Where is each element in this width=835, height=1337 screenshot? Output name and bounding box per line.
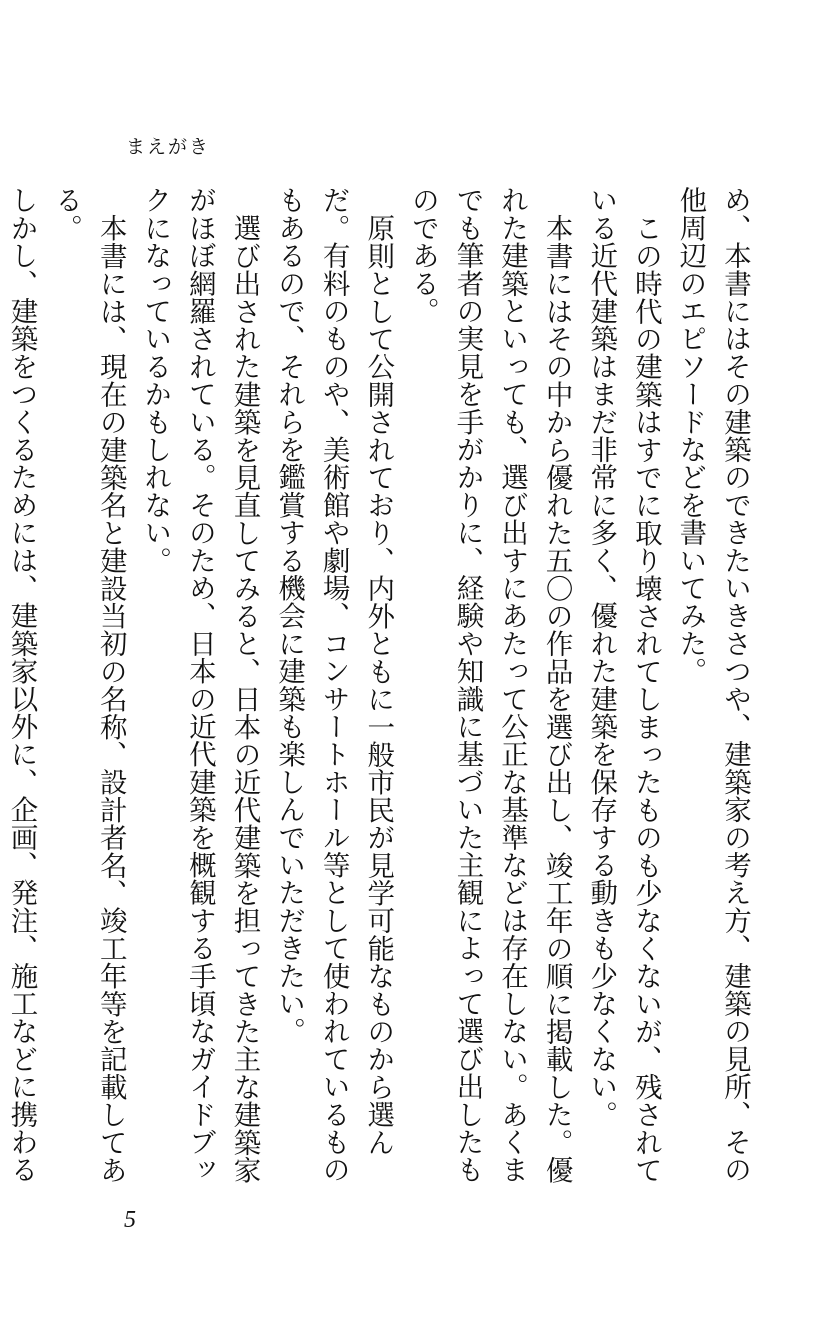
paragraph-5: 選び出された建築を見直してみると、日本の近代建築を担ってきた主な建築家がほぼ網羅されている。そのため、日本の近代建築を概観する手頃なガイドブックになっているかもしれない。: [139, 186, 261, 1184]
paragraph-7: しかし、建築をつくるためには、建築家以外に、企画、発注、施工などに携わる: [5, 186, 38, 1184]
paragraph-1: め、本書にはその建築のできたいきさつや、建築家の考え方、建築の見所、その他周辺のエピソードなどを書いてみた。: [674, 186, 751, 1184]
paragraph-3: 本書にはその中から優れた五〇の作品を選び出し、竣工年の順に掲載した。優れた建築といっても、選び出すにあたって公正な基準などは存在しない。あくまでも筆者の実見を手がかりに、経験や知識に基づいた主観によって選び出したものである。: [406, 186, 573, 1184]
page-number: 5: [124, 1207, 136, 1233]
paragraph-2: この時代の建築はすでに取り壊されてしまったものも少なくないが、残されている近代建築はまだ非常に多く、優れた建築を保存する動きも少なくない。: [585, 186, 662, 1183]
running-head: まえがき: [126, 136, 211, 158]
body-text: [5, 186, 757, 1186]
paragraph-4: 原則として公開されており、内外ともに一般市民が見学可能なものから選んだ。有料のものや、美術館や劇場、コンサートホール等として使われているものもあるので、それらを鑑賞する機会に建築も楽しんでいただきたい。: [273, 186, 395, 1184]
paragraph-6: 本書には、現在の建築名と建設当初の名称、設計者名、竣工年等を記載してある。: [50, 186, 127, 1183]
